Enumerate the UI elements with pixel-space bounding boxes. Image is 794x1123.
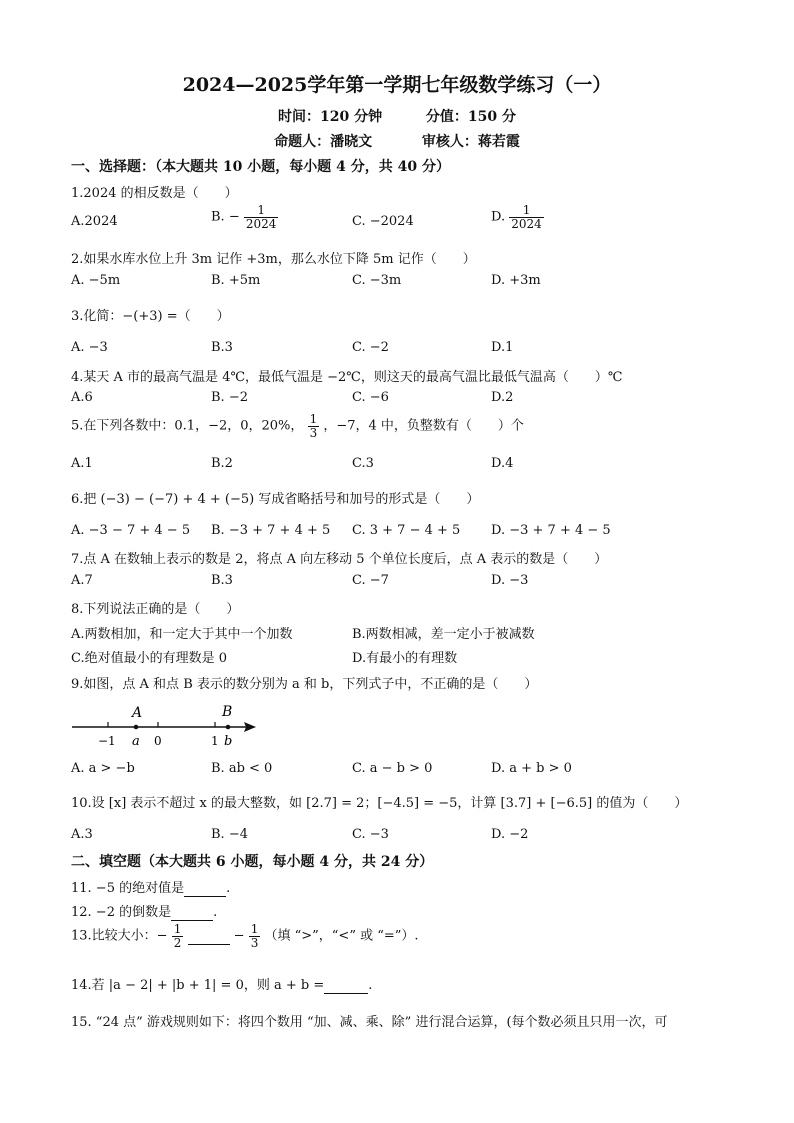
point-a-label: A — [132, 705, 143, 721]
question-8-option-c: C.绝对值最小的有理数是 0 — [71, 651, 228, 666]
question-15-stem: 15. “24 点” 游戏规则如下：将四个数用 “加、减、乘、除” 进行混合运算，(每个数必须且只用一次，可 — [71, 1015, 668, 1030]
question-6-option-b: B. −3 + 7 + 4 + 5 — [211, 523, 331, 538]
author-label: 命题人：潘晓文 — [274, 134, 373, 150]
question-3-option-a: A. −3 — [71, 340, 108, 355]
question-1-stem: 1.2024 的相反数是（ ） — [71, 186, 238, 201]
question-5-option-d: D.4 — [491, 456, 514, 471]
number-line-figure — [70, 700, 260, 752]
point-a-dot — [134, 725, 139, 730]
question-2-option-c: C. −3m — [352, 273, 402, 288]
question-8-stem: 8.下列说法正确的是（ ） — [71, 602, 240, 617]
fraction: $\frac{1}{2024}$ — [245, 203, 277, 231]
question-2-option-d: D. +3m — [491, 273, 541, 288]
question-8-option-a: A.两数相加，和一定大于其中一个加数 — [71, 627, 293, 642]
question-6-option-a: A. −3 − 7 + 4 − 5 — [71, 523, 191, 538]
question-9-option-d: D. a + b > 0 — [491, 761, 572, 776]
point-b-dot — [226, 725, 231, 730]
question-1-option-c: C. −2024 — [352, 214, 414, 229]
question-1-option-a: A.2024 — [71, 214, 118, 229]
fraction: $\frac{1}{3}$ — [309, 412, 318, 440]
answer-blank[interactable] — [171, 905, 213, 921]
question-5-option-a: A.1 — [71, 456, 93, 471]
fraction: $\frac{1}{3}$ — [250, 922, 259, 950]
question-3-option-b: B.3 — [211, 340, 233, 355]
section-heading-choice: 一、选择题：（本大题共 10 小题，每小题 4 分，共 40 分） — [71, 159, 450, 175]
question-8-option-b: B.两数相减，差一定小于被减数 — [352, 627, 535, 642]
question-12: 12. −2 的倒数是 . — [71, 905, 218, 920]
question-2-option-a: A. −5m — [71, 273, 121, 288]
fraction: $\frac{1}{2024}$ — [511, 203, 542, 231]
question-4-stem: 4.某天 A 市的最高气温是 4℃，最低气温是 −2℃，则这天的最高气温比最低气温高（ ）℃ — [71, 370, 623, 385]
question-3-option-c: C. −2 — [352, 340, 389, 355]
question-3-option-d: D.1 — [491, 340, 514, 355]
section-heading-fill: 二、填空题（本大题共 6 小题，每小题 4 分，共 24 分） — [71, 854, 434, 870]
reviewer-label: 审核人：蒋若霞 — [421, 134, 520, 150]
tick-label-neg1: −1 — [98, 734, 116, 748]
tick-label-1: 1 — [211, 734, 219, 748]
question-5-option-c: C.3 — [352, 456, 374, 471]
question-10-option-c: C. −3 — [352, 827, 389, 842]
exam-meta-authors — [0, 131, 794, 151]
var-a-label: a — [132, 734, 140, 749]
question-10-option-a: A.3 — [71, 827, 93, 842]
answer-blank[interactable] — [184, 881, 226, 897]
exam-meta-time-score — [0, 106, 794, 126]
question-4-option-c: C. −6 — [352, 390, 389, 405]
question-5-stem: 5.在下列各数中：0.1，−2，0，20%， $\frac{1}{3}$ ，−7，4 中，负整数有（ ）个 — [71, 412, 524, 440]
question-14: 14.若 |a − 2| + |b + 1| = 0，则 a + b = . — [71, 978, 373, 993]
question-7-option-b: B.3 — [211, 573, 233, 588]
time-label: 时间：120 分钟 — [278, 109, 383, 125]
question-10-option-b: B. −4 — [211, 827, 248, 842]
score-label: 分值：150 分 — [425, 109, 516, 125]
question-2-stem: 2.如果水库水位上升 3m 记作 +3m，那么水位下降 5m 记作（ ） — [71, 252, 476, 267]
answer-blank[interactable] — [324, 978, 368, 994]
question-9-option-b: B. ab < 0 — [211, 761, 273, 776]
question-9-option-c: C. a − b > 0 — [352, 761, 433, 776]
page-title: 2024—2025学年第一学期七年级数学练习（一） — [182, 74, 612, 96]
question-1-option-b: B. − $\frac{1}{2024}$ — [211, 203, 277, 231]
question-11: 11. −5 的绝对值是 . — [71, 881, 231, 896]
tick-label-0: 0 — [154, 734, 162, 748]
question-4-option-a: A.6 — [71, 390, 93, 405]
question-4-option-d: D.2 — [491, 390, 514, 405]
fraction: $\frac{1}{2}$ — [173, 922, 182, 950]
question-10-option-d: D. −2 — [491, 827, 529, 842]
question-3-stem: 3.化简：−(+3) =（ ） — [71, 309, 230, 324]
var-b-label: b — [224, 734, 233, 749]
question-9-stem: 9.如图，点 A 和点 B 表示的数分别为 a 和 b，下列式子中，不正确的是（ ） — [71, 677, 538, 692]
question-7-option-a: A.7 — [71, 573, 93, 588]
question-9-option-a: A. a > −b — [71, 761, 135, 776]
point-b-label: B — [222, 704, 233, 720]
question-7-option-c: C. −7 — [352, 573, 389, 588]
question-7-option-d: D. −3 — [491, 573, 529, 588]
question-8-option-d: D.有最小的有理数 — [352, 651, 458, 666]
question-5-option-b: B.2 — [211, 456, 233, 471]
answer-blank[interactable] — [188, 929, 230, 945]
question-6-option-d: D. −3 + 7 + 4 − 5 — [491, 523, 611, 538]
question-2-option-b: B. +5m — [211, 273, 261, 288]
question-7-stem: 7.点 A 在数轴上表示的数是 2，将点 A 向左移动 5 个单位长度后，点 A 表示的数是（ ） — [71, 552, 608, 567]
question-6-stem: 6.把 (−3) − (−7) + 4 + (−5) 写成省略括号和加号的形式是（ ） — [71, 492, 480, 507]
question-1-option-d: D. $\frac{1}{2024}$ — [491, 203, 542, 231]
question-13: 13.比较大小：− $\frac{1}{2}$ − $\frac{1}{3}$ （填 “>”，“<” 或 “=”）. — [71, 922, 419, 950]
question-10-stem: 10.设 [x] 表示不超过 x 的最大整数，如 [2.7] = 2；[−4.5] = −5，计算 [3.7] + [−6.5] 的值为（ ） — [71, 796, 688, 811]
question-4-option-b: B. −2 — [211, 390, 248, 405]
question-6-option-c: C. 3 + 7 − 4 + 5 — [352, 523, 461, 538]
